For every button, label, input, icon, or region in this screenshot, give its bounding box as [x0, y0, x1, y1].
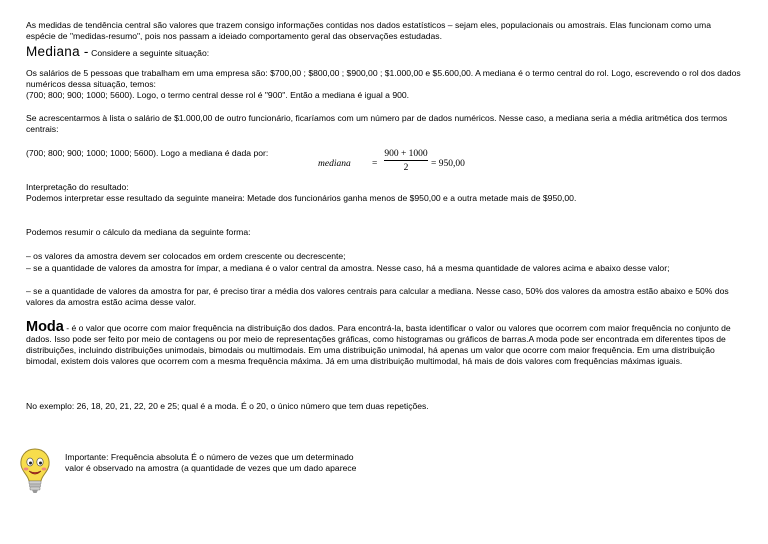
- mediana-paragraph-1: Os salários de 5 pessoas que trabalham em uma empresa são: $700,00 ; $800,00 ; $900,00 ; $1.000,00 e $5.600,00. A mediana é o termo central do rol. Logo, escrevendo o rol dos dados numéricos dessa situação, temos:: [26, 68, 741, 89]
- formula-equals: =: [372, 159, 378, 169]
- mediana-heading: [26, 46, 742, 59]
- rule-item: – se a quantidade de valores da amostra for par, é preciso tirar a média dos valores centrais para calcular a mediana. Nesse caso, 50% dos valores da amostra estão abaixo e 50% dos valores da amostra estão acima desse valor.: [26, 286, 729, 307]
- resumo-title: Podemos resumir o cálculo da mediana da seguinte forma:: [26, 227, 251, 237]
- intro-paragraph: As medidas de tendência central são valores que trazem consigo informações contidas nos dados estatísticos – sejam eles, populacionais ou amostrais. Elas funcionam como uma espécie de "medidas-resumo", pois nos passam a ideiado comportamento geral das observações estudadas.: [26, 20, 711, 41]
- formula-lhs: mediana: [318, 159, 351, 169]
- formula-result: = 950,00: [431, 159, 465, 169]
- moda-title: Moda: [26, 319, 64, 335]
- formula-numerator: 900 + 1000: [384, 149, 428, 159]
- important-line-2: valor é observado na amostra (a quantidade de vezes que um dado aparece: [65, 463, 357, 473]
- interpretation-title: Interpretação do resultado:: [26, 182, 129, 192]
- mediana-title: Mediana -: [26, 44, 89, 59]
- median-formula: [318, 149, 468, 183]
- rule-item: – se a quantidade de valores da amostra for ímpar, a mediana é o valor central da amostra. Nesse caso, há a mesma quantidade de valores acima e abaixo desse valor;: [26, 263, 670, 273]
- formula-fraction: [384, 149, 428, 173]
- mediana-paragraph-2: Se acrescentarmos à lista o salário de $1.000,00 de outro funcionário, ficaríamos com um número par de dados numéricos. Nesse caso, a mediana seria a média aritmética dos termos centrais:: [26, 113, 728, 134]
- mediana-paragraph-1b: (700; 800; 900; 1000; 5600). Logo, o termo central desse rol é "900". Então a mediana é igual a 900.: [26, 90, 410, 100]
- moda-example: No exemplo: 26, 18, 20, 21, 22, 20 e 25; qual é a moda. É o 20, o único número que tem duas repetições.: [26, 401, 429, 411]
- moda-paragraph: [26, 319, 742, 367]
- lightbulb-face-icon: [18, 447, 52, 497]
- formula-denominator: 2: [403, 163, 409, 173]
- mediana-paragraph-3: (700; 800; 900; 1000; 1000; 5600). Logo a mediana é dada por:: [26, 148, 269, 158]
- mediana-subtitle: Considere a seguinte situação:: [91, 48, 210, 58]
- moda-text: - é o valor que ocorre com maior frequência na distribuição dos dados. Para encontrá-la, basta identificar o valor ou valores que ocorrem com maior frequência no conjunto de dados. Isso pode ser feito por meio de contagens ou por meio de representações gráficas, como histogramas ou gráficos de barras.A moda pode ser encontrada em diferentes tipos de distribuições, incluindo distribuições unimodais, bimodais ou multimodais. Em uma distribuição unimodal, há apenas um valor que ocorre com maior frequência. Em uma distribuição bimodal, existem dois valores que ocorrem com a mesma frequência máxima. Já em uma distribuição multimodal, há mais de dois valores com frequências máximas iguais.: [26, 323, 731, 366]
- rule-item: – os valores da amostra devem ser colocados em ordem crescente ou decrescente;: [26, 251, 346, 261]
- interpretation-text: Podemos interpretar esse resultado da seguinte maneira: Metade dos funcionários ganha menos de $950,00 e a outra metade mais de $950,00.: [26, 193, 577, 203]
- important-line-1: Importante: Frequência absoluta É o número de vezes que um determinado: [65, 452, 354, 462]
